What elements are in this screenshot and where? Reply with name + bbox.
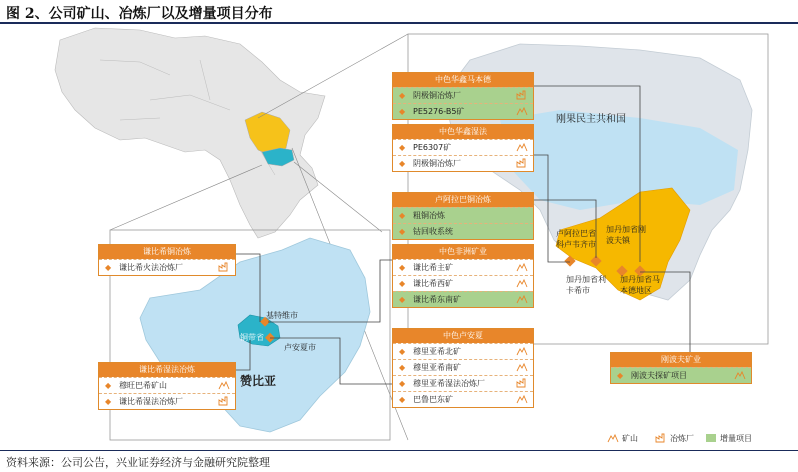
list-item [393, 207, 533, 223]
box-header: 刚波夫矿业 [611, 353, 751, 367]
box-header: 中色华鑫马本德 [393, 73, 533, 87]
list-item-label: PE5276-B5矿 [413, 107, 465, 116]
smelter-icon [516, 378, 528, 388]
bullet-icon: ◆ [399, 107, 406, 116]
bullet-icon: ◆ [399, 279, 406, 288]
list-item-label: 穆里亚希北矿 [413, 347, 461, 356]
lubumbashi-label: 加丹加省马本德地区 [620, 275, 660, 295]
list-item [393, 155, 533, 171]
list-item-label: 穆里亚希南矿 [413, 363, 461, 372]
katanga-label: 加丹加省刚波夫镇 [606, 225, 646, 245]
list-item [99, 377, 235, 393]
list-item [99, 393, 235, 409]
list-item-label: 钴回收系统 [413, 227, 453, 236]
smelter-icon [218, 262, 230, 272]
list-item [99, 259, 235, 275]
box-cnmc-luanshya [392, 328, 534, 408]
list-item-label: 谦比希主矿 [413, 263, 453, 272]
list-item [611, 367, 751, 383]
bullet-icon: ◆ [105, 381, 112, 390]
mine-icon [516, 294, 528, 304]
list-item-label: 穆旺巴希矿山 [119, 381, 167, 390]
list-item [393, 87, 533, 103]
list-item [393, 259, 533, 275]
list-item [393, 139, 533, 155]
list-item-label: 刚波夫探矿项目 [631, 371, 687, 380]
list-item [393, 223, 533, 239]
smelter-icon [654, 433, 668, 443]
bullet-icon: ◆ [617, 371, 624, 380]
list-item [393, 375, 533, 391]
box-header: 谦比希湿法冶炼 [99, 363, 235, 377]
list-item [393, 343, 533, 359]
list-item-label: 谦比希湿法冶炼厂 [119, 397, 183, 406]
list-item [393, 103, 533, 119]
bullet-icon: ◆ [399, 227, 406, 236]
mine-icon [516, 278, 528, 288]
mine-icon [516, 394, 528, 404]
source-note: 资料来源：公司公告，兴业证券经济与金融研究院整理 [6, 456, 270, 469]
list-item-label: 阴极铜冶炼厂 [413, 159, 461, 168]
list-item-label: 巴鲁巴东矿 [413, 395, 453, 404]
mine-icon [516, 142, 528, 152]
list-item-label: 阴极铜冶炼厂 [413, 91, 461, 100]
box-header: 中色华鑫湿法 [393, 125, 533, 139]
bullet-icon: ◆ [399, 91, 406, 100]
mine-icon [218, 380, 230, 390]
bullet-icon: ◆ [399, 263, 406, 272]
bottom-rule [0, 450, 798, 451]
list-item [393, 291, 533, 307]
bullet-icon: ◆ [399, 211, 406, 220]
bullet-icon: ◆ [399, 379, 406, 388]
smelter-icon [218, 396, 230, 406]
box-header: 中色卢安夏 [393, 329, 533, 343]
box-cnmc-huaxin-hydromet [392, 124, 534, 172]
bullet-icon: ◆ [105, 263, 112, 272]
projection-line [258, 34, 408, 118]
list-item [393, 391, 533, 407]
kitwe-label: 基特维市 [266, 311, 298, 320]
bullet-icon: ◆ [399, 143, 406, 152]
smelter-icon [516, 90, 528, 100]
list-item-label: 粗铜冶炼 [413, 211, 445, 220]
bullet-icon: ◆ [399, 363, 406, 372]
bullet-icon: ◆ [399, 347, 406, 356]
box-cnmc-huaxin-mabende [392, 72, 534, 120]
bullet-icon: ◆ [399, 159, 406, 168]
bullet-icon: ◆ [399, 295, 406, 304]
box-header: 卢阿拉巴铜冶炼 [393, 193, 533, 207]
legend-increment-swatch [706, 434, 716, 442]
likasi-label: 加丹加省利卡希市 [566, 275, 606, 295]
list-item-label: 穆里亚希湿法冶炼厂 [413, 379, 485, 388]
box-kambove-mining [610, 352, 752, 384]
list-item [393, 359, 533, 375]
drc-label: 刚果民主共和国 [556, 114, 626, 125]
projection-line [294, 162, 382, 232]
legend-mine-label: 矿山 [622, 434, 638, 443]
page-title: 图 2、公司矿山、冶炼厂以及增量项目分布 [6, 6, 273, 22]
mine-icon [606, 433, 620, 443]
box-chambishi-copper-smelter [98, 244, 236, 276]
luanshya-label: 卢安夏市 [284, 343, 316, 352]
list-item-label: PE6307矿 [413, 143, 452, 152]
list-item-label: 谦比希东南矿 [413, 295, 461, 304]
zambia-label: 赞比亚 [240, 374, 277, 388]
list-item-label: 谦比希西矿 [413, 279, 453, 288]
mine-icon [516, 262, 528, 272]
smelter-icon [516, 158, 528, 168]
bullet-icon: ◆ [399, 395, 406, 404]
list-item-label: 谦比希火法冶炼厂 [119, 263, 183, 272]
bullet-icon: ◆ [105, 397, 112, 406]
mine-icon [516, 106, 528, 116]
mine-icon [734, 370, 746, 380]
mine-icon [516, 362, 528, 372]
copperbelt-label: 铜带省 [240, 333, 264, 342]
box-header: 中色非洲矿业 [393, 245, 533, 259]
legend-increment-label: 增量项目 [720, 434, 752, 443]
box-cnmc-africa-mining [392, 244, 534, 308]
list-item [393, 275, 533, 291]
box-chambishi-hydromet [98, 362, 236, 410]
box-lualaba-copper-smelter [392, 192, 534, 240]
legend-smelter-label: 冶炼厂 [670, 434, 694, 443]
mine-icon [516, 346, 528, 356]
lualaba-label: 卢阿拉巴省科卢韦齐市 [556, 229, 596, 249]
box-header: 谦比希铜冶炼 [99, 245, 235, 259]
